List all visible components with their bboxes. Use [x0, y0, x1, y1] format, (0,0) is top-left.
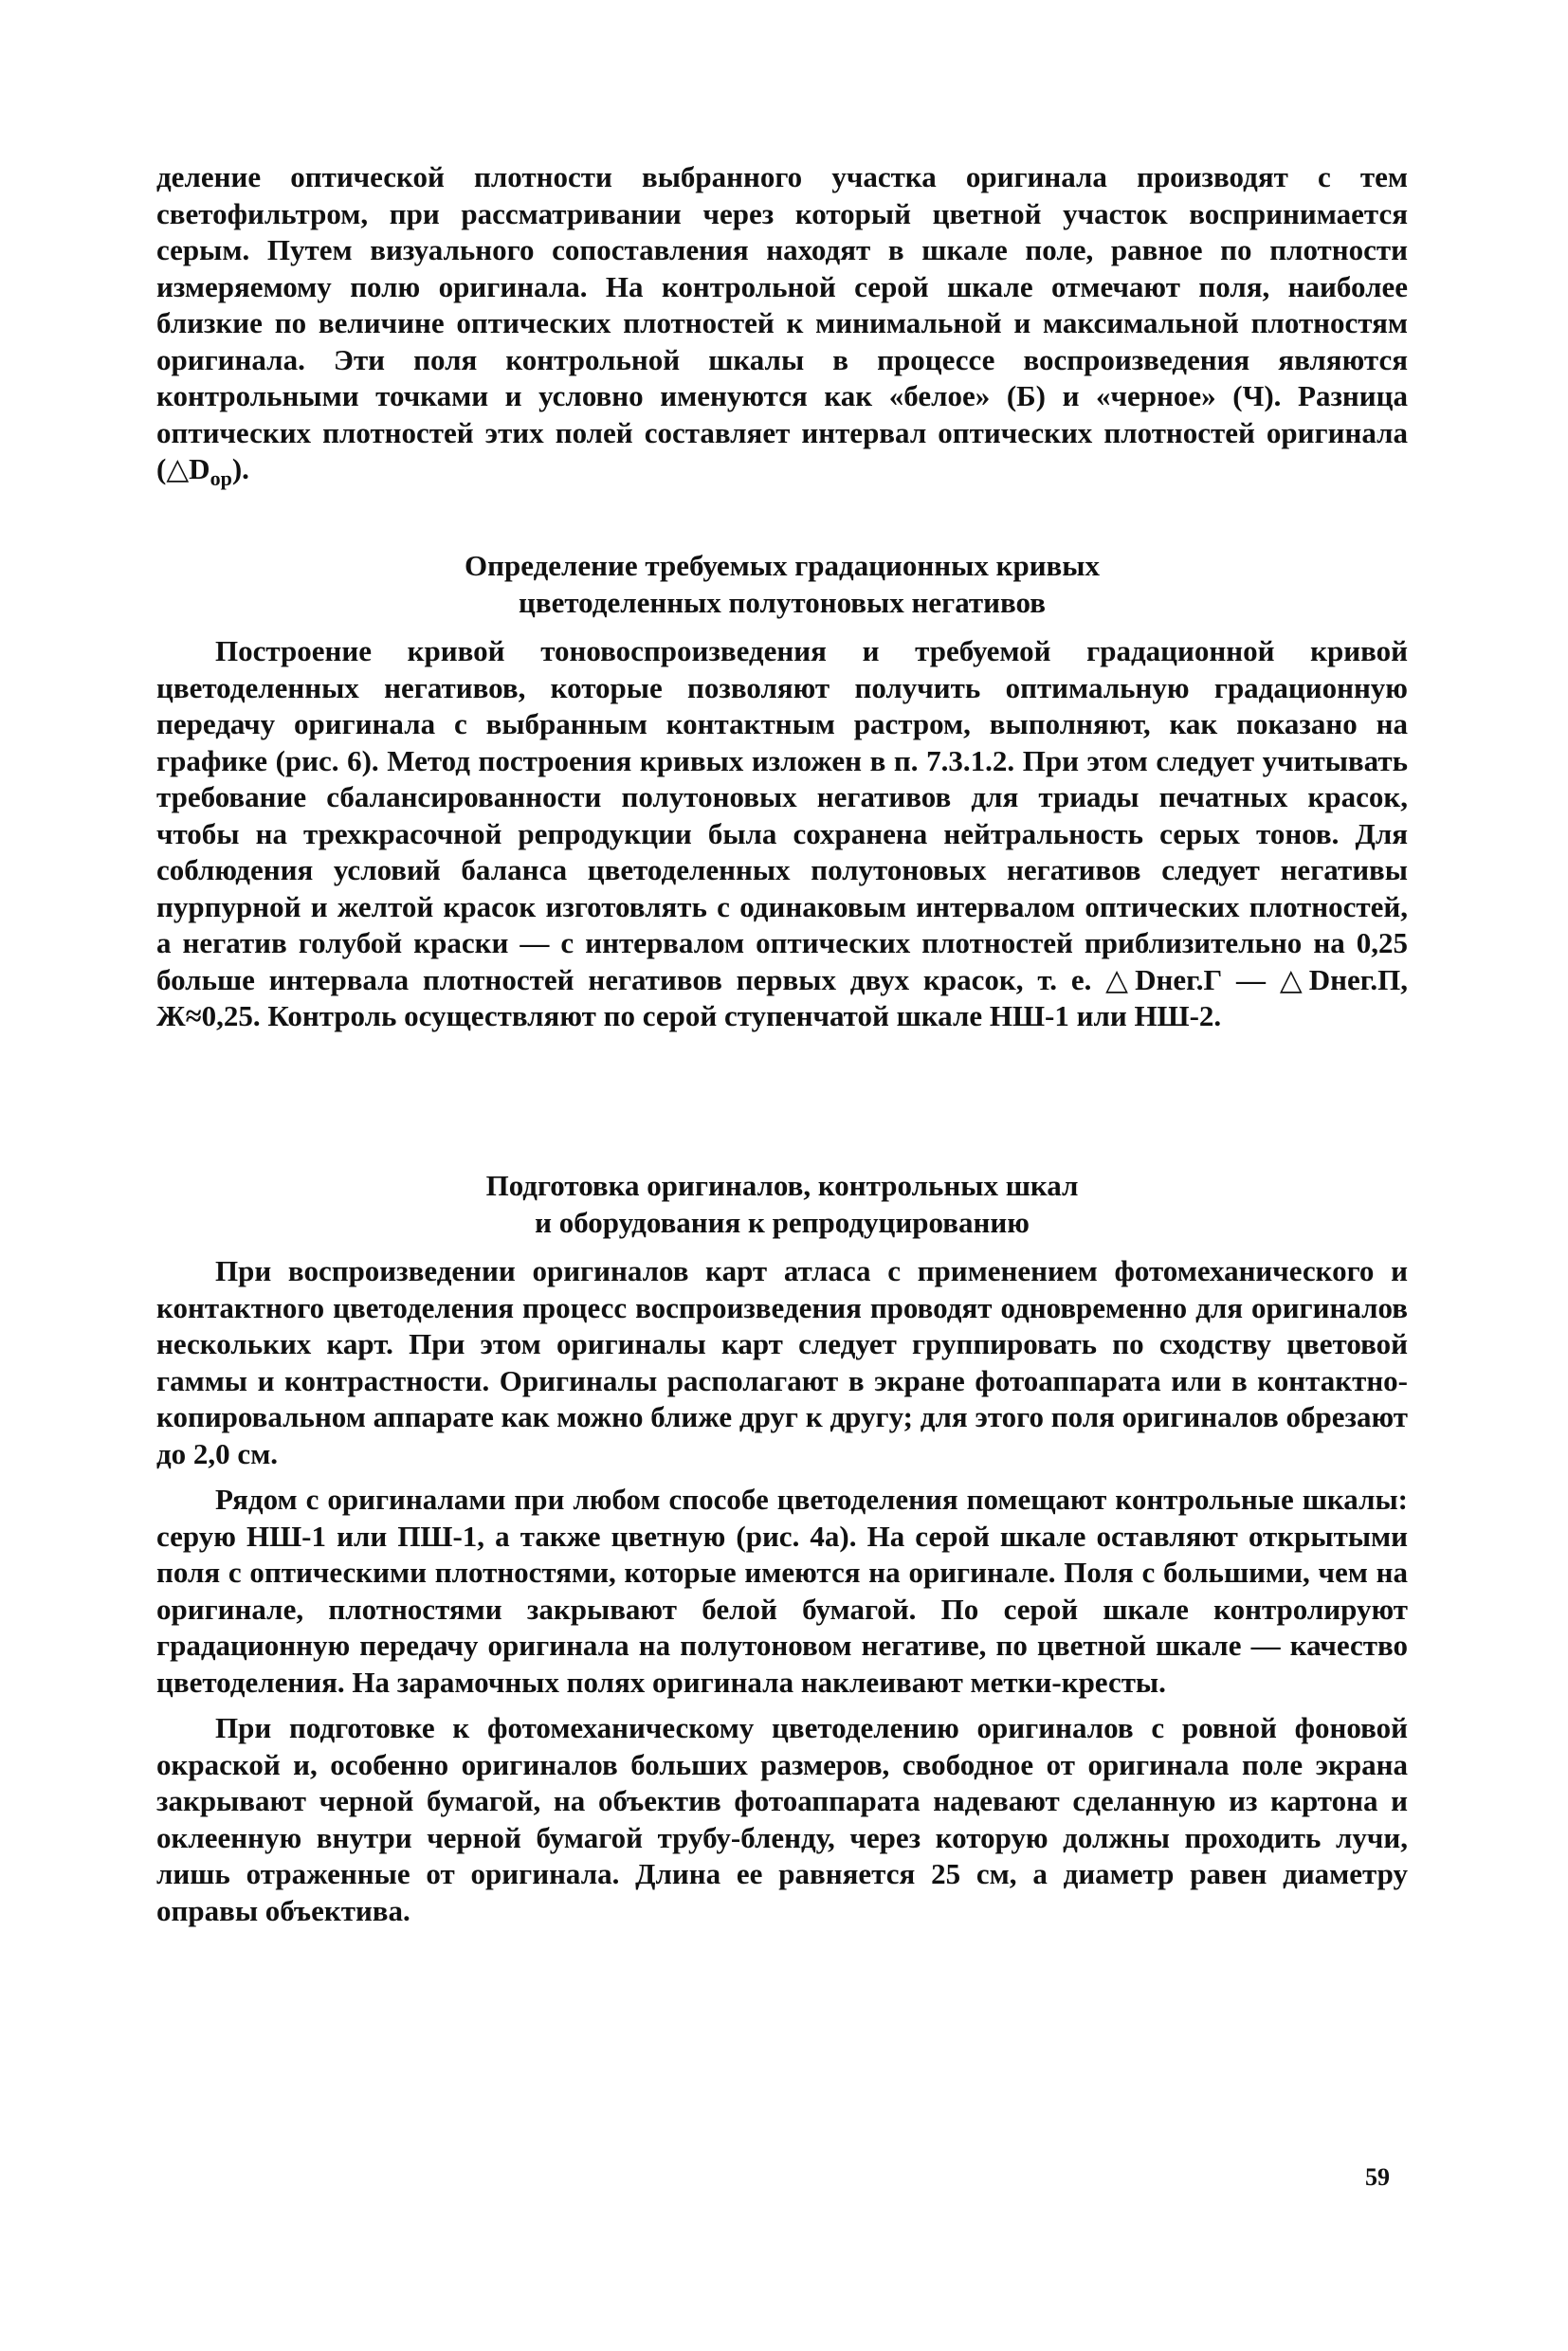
section1-paragraph — [156, 633, 1408, 1035]
section2-heading — [156, 1168, 1408, 1241]
section2-body — [156, 1253, 1408, 1929]
intro-text-end: ). — [231, 452, 249, 485]
section1-heading — [156, 548, 1408, 621]
section1-heading-line1: Определение требуемых градационных кривых — [465, 549, 1100, 582]
section2-paragraph3: При подготовке к фотомеханическому цветоделению оригиналов с ровной фоновой окраской и, особенно оригиналов больших размеров, свободное от оригинала поле экрана закрывают черной бумагой, на объектив фотоаппарата надевают сделанную из картона и оклеенную внутри черной бумагой трубу-бленду, через которую должны проходить лучи, лишь отраженные от оригинала. Длина ее равняется 25 см, а диаметр равен диаметру оправы объектива. — [156, 1711, 1408, 1927]
intro-paragraph — [156, 159, 1408, 498]
intro-subscript: ор — [210, 466, 232, 491]
page-number: 59 — [1365, 2163, 1390, 2191]
section2-paragraph2: Рядом с оригиналами при любом способе цветоделения помещают контрольные шкалы: серую НШ-1 или ПШ-1, а также цветную (рис. 4а). На серой шкале оставляют открытыми поля с оптическими плотностями, которые имеются на оригинале. Поля с большими, чем на оригинале, плотностями закрывают белой бумагой. По серой шкале контролируют градационную передачу оригинала на полутоновом негативе, по цветной шкале — качество цветоделения. На зарамочных полях оригинала наклеивают метки-кресты. — [156, 1483, 1408, 1699]
section2-heading-line1: Подготовка оригиналов, контрольных шкал — [485, 1169, 1079, 1202]
section2-heading-line2: и оборудования к репродуцированию — [535, 1205, 1030, 1239]
intro-text: деление оптической плотности выбранного участка оригинала производят с тем светофильтром, при рассматривании через который цветной участок воспринимается серым. Путем визуального сопоставления находят в шкале поле, равное по плотности измеряемому полю оригинала. На контрольной серой шкале отмечают поля, наиболее близкие по величине оптических плотностей к минимальной и максимальной плотностям оригинала. Эти поля контрольной шкалы в процессе воспроизведения являются контрольными точками и условно именуются как «белое» (Б) и «черное» (Ч). Разница оптических плотностей этих полей составляет интервал оптических плотностей оригинала (△D — [156, 160, 1408, 485]
section1-paragraph-text: Построение кривой тоновоспроизведения и требуемой градационной кривой цветоделенных негативов, которые позволяют получить оптимальную градационную передачу оригинала с выбранным контактным растром, выполняют, как показано на графике (рис. 6). Метод построения кривых изложен в п. 7.3.1.2. При этом следует учитывать требование сбалансированности полутоновых негативов для триады печатных красок, чтобы на трехкрасочной репродукции была сохранена нейтральность серых тонов. Для соблюдения условий баланса цветоделенных полутоновых негативов следует негативы пурпурной и желтой красок изготовлять с одинаковым интервалом оптических плотностей, а негатив голубой краски — с интервалом оптических плотностей приблизительно на 0,25 больше интервала плотностей негативов первых двух красок, т. е. △Dнег.Г — △Dнег.П, Ж≈0,25. Контроль осуществляют по серой ступенчатой шкале НШ-1 или НШ-2. — [156, 634, 1408, 1032]
section2-paragraph1: При воспроизведении оригиналов карт атласа с применением фотомеханического и контактного цветоделения процесс воспроизведения проводят одновременно для оригиналов нескольких карт. При этом оригиналы карт следует группировать по сходству цветовой гаммы и контрастности. Оригиналы располагают в экране фотоаппарата или в контактно-копировальном аппарате как можно ближе друг к другу; для этого поля оригиналов обрезают до 2,0 см. — [156, 1254, 1408, 1470]
section1-heading-line2: цветоделенных полутоновых негативов — [519, 585, 1046, 619]
